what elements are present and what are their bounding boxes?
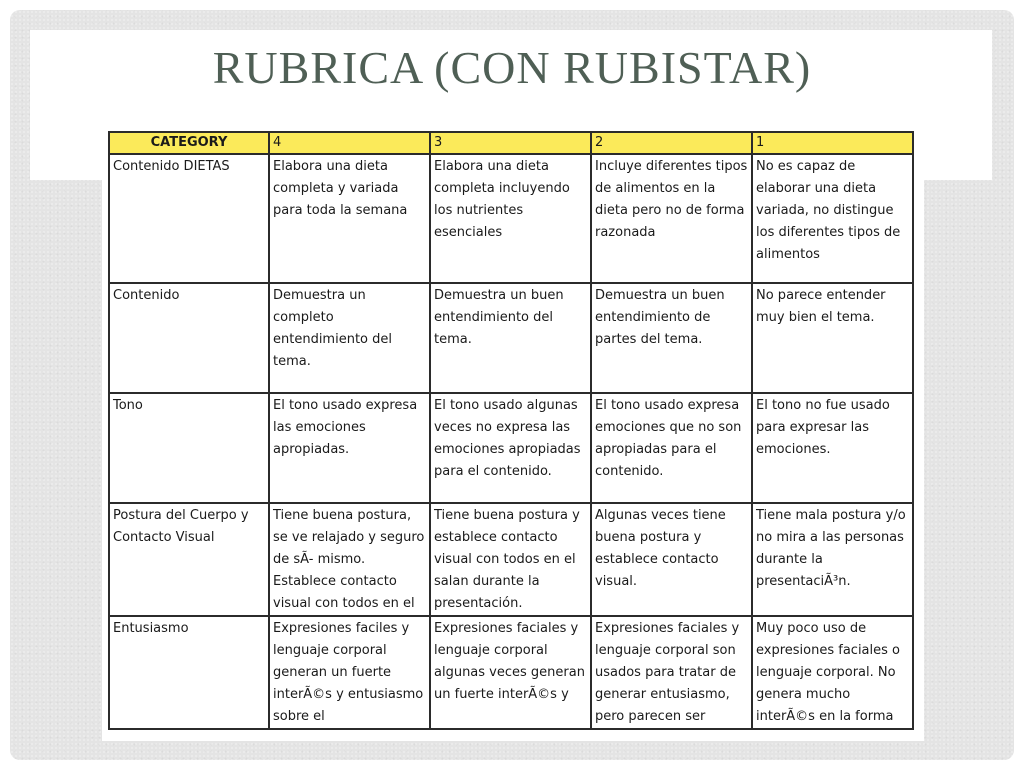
score-1-cell: Muy poco uso de expresiones faciales o lenguaje corporal. No genera mucho interÃ©s en la forma (752, 616, 913, 729)
header-score-4: 4 (269, 132, 430, 154)
score-2-cell: Demuestra un buen entendimiento de partes del tema. (591, 283, 752, 393)
slide-title: RUBRICA (CON RUBISTAR) (212, 42, 812, 93)
score-4-cell: Expresiones faciles y lenguaje corporal generan un fuerte interÃ©s y entusiasmo sobre el (269, 616, 430, 729)
score-4-cell: El tono usado expresa las emociones apropiadas. (269, 393, 430, 503)
score-2-cell: Expresiones faciales y lenguaje corporal son usados para tratar de generar entusiasmo, pero parecen ser (591, 616, 752, 729)
table-row (109, 503, 913, 616)
score-2-cell: Algunas veces tiene buena postura y establece contacto visual. (591, 503, 752, 616)
rubric-table (108, 131, 914, 730)
score-4-cell: Elabora una dieta completa y variada para toda la semana (269, 154, 430, 283)
table-row (109, 616, 913, 729)
score-2-cell: El tono usado expresa emociones que no son apropiadas para el contenido. (591, 393, 752, 503)
header-score-2: 2 (591, 132, 752, 154)
category-cell: Entusiasmo (109, 616, 269, 729)
score-1-cell: Tiene mala postura y/o no mira a las personas durante la presentaciÃ³n. (752, 503, 913, 616)
score-1-cell: No parece entender muy bien el tema. (752, 283, 913, 393)
score-4-cell: Demuestra un completo entendimiento del tema. (269, 283, 430, 393)
header-score-1: 1 (752, 132, 913, 154)
score-1-cell: No es capaz de elaborar una dieta variada, no distingue los diferentes tipos de alimentos (752, 154, 913, 283)
header-row (109, 132, 913, 154)
category-cell: Postura del Cuerpo y Contacto Visual (109, 503, 269, 616)
score-1-cell: El tono no fue usado para expresar las emociones. (752, 393, 913, 503)
table-row (109, 393, 913, 503)
score-3-cell: Elabora una dieta completa incluyendo los nutrientes esenciales (430, 154, 591, 283)
table-row (109, 283, 913, 393)
score-3-cell: El tono usado algunas veces no expresa las emociones apropiadas para el contenido. (430, 393, 591, 503)
score-3-cell: Demuestra un buen entendimiento del tema. (430, 283, 591, 393)
header-score-3: 3 (430, 132, 591, 154)
score-2-cell: Incluye diferentes tipos de alimentos en la dieta pero no de forma razonada (591, 154, 752, 283)
score-4-cell: Tiene buena postura, se ve relajado y seguro de sÃ- mismo. Establece contacto visual con todos en el (269, 503, 430, 616)
category-cell: Tono (109, 393, 269, 503)
category-cell: Contenido DIETAS (109, 154, 269, 283)
header-category: CATEGORY (109, 132, 269, 154)
score-3-cell: Tiene buena postura y establece contacto visual con todos en el salan durante la presentación. (430, 503, 591, 616)
category-cell: Contenido (109, 283, 269, 393)
table-row (109, 154, 913, 283)
score-3-cell: Expresiones faciales y lenguaje corporal algunas veces generan un fuerte interÃ©s y (430, 616, 591, 729)
rubric-image (102, 123, 924, 741)
